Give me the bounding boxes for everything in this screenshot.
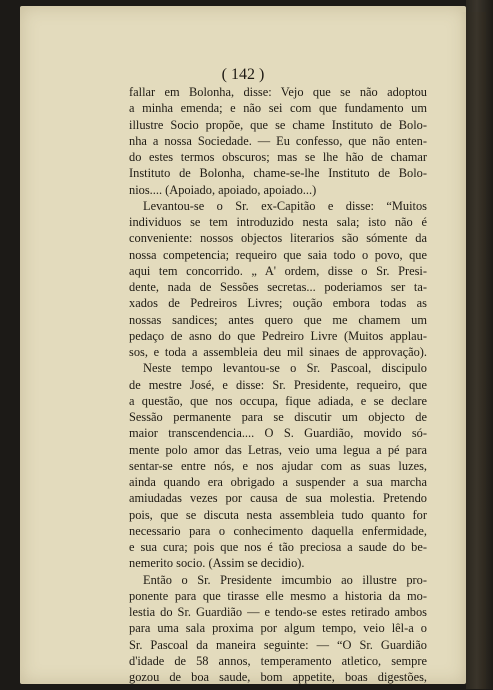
text-line: individuos se tem introduzido nesta sala; isto não é	[129, 215, 427, 229]
text-line: Levantou-se o Sr. ex-Capitão e disse: “Muitos	[143, 198, 427, 213]
text-line: d'idade de 58 annos, temperamento atletico, sempre	[129, 653, 427, 668]
text-line: Sessão permanente para se discutir um objecto de	[129, 410, 427, 424]
body-text	[129, 84, 427, 685]
text-line: pois, que se discuta nesta assembleia tudo quanto for	[129, 507, 427, 522]
text-line: Então o Sr. Presidente imcumbio ao illustre pro-	[143, 572, 427, 587]
text-line: a minha emenda; e não sei com que fundamento um	[129, 101, 427, 116]
text-line: sentar-se entre nós, e nos ajudar com as suas luzes,	[129, 458, 427, 473]
text-line: ainda quando era obrigado a suspender a sua marcha	[129, 475, 427, 489]
text-line: sos, e toda a assembleia deu mil sinaes de approvação).	[129, 345, 427, 359]
text-line: Sr. Pascoal da maneira seguinte: — “O Sr. Guardião	[129, 637, 427, 652]
text-line: aqui tem concorrido. „ A' ordem, disse o Sr. Presi-	[129, 263, 427, 278]
text-line: conveniente: nossos objectos literarios são sómente da	[129, 231, 427, 246]
text-line: Neste tempo levantou-se o Sr. Pascoal, discipulo	[143, 361, 427, 376]
text-line: lestia do Sr. Guardião — e tendo-se estes retirado ambos	[129, 605, 427, 619]
text-line: gozou de boa saude, bom appetite, boas digestões,	[129, 670, 427, 684]
text-line: amiudadas vezes por causa de sua molestia. Pretendo	[129, 491, 427, 506]
book-page	[20, 6, 466, 684]
text-line: dente, nada de Sessões secretas... poderiamos ser ta-	[129, 280, 427, 294]
text-line: nios.... (Apoiado, apoiado, apoiado...)	[129, 182, 317, 197]
text-line: fallar em Bolonha, disse: Vejo que se não adoptou	[129, 85, 427, 99]
text-line: maior transcendencia.... O S. Guardião, movido só-	[129, 426, 427, 441]
text-line: illustre Socio propõe, que se chame Instituto de Bolo-	[129, 117, 427, 132]
text-line: nossas sandices; antes quero que me chamem um	[129, 312, 427, 327]
text-line: nossa competencia; requeiro que saia todo o povo, que	[129, 247, 427, 262]
text-line: Instituto de Bolonha, chame-se-lhe Instituto de Bolo-	[129, 166, 427, 181]
text-line: necessario para o conhecimento daquella enfermidade,	[129, 523, 427, 538]
text-line: xados de Pedreiros Livres; oução embora todas as	[129, 296, 427, 311]
text-line: e sua cura; pois que nos é tão preciosa a saude do be-	[129, 540, 427, 554]
text-line: para uma sala proxima por algum tempo, veio lêl-a o	[129, 621, 427, 636]
text-line: nemerito socio. (Assim se decidio).	[129, 556, 305, 571]
text-line: mente polo amor das Letras, veio uma legua a pé para	[129, 442, 427, 457]
page-number: ( 142 )	[221, 66, 265, 83]
text-line: de mestre José, e disse: Sr. Presidente, requeiro, que	[129, 377, 427, 392]
text-line: nha a nossa Sociedade. — Eu confesso, que não enten-	[129, 133, 427, 148]
page-fold-shadow	[460, 12, 486, 690]
text-line: a questão, que nos occupa, fique adiada, e se declare	[129, 393, 427, 408]
text-line: pedaço de asno do que Pedreiro Livre (Muitos applau-	[129, 328, 427, 343]
text-line: do estes termos obscuros; mas se lhe hão de chamar	[129, 150, 427, 164]
text-line: ponente para que tirasse elle mesmo a historia da mo-	[129, 588, 427, 603]
